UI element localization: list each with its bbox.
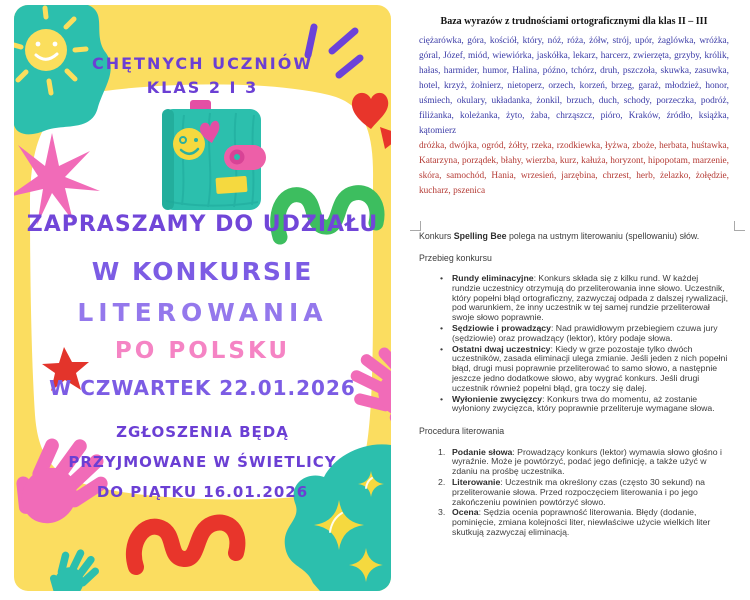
red-squiggle-icon bbox=[134, 523, 238, 567]
page-corner-mark-left bbox=[410, 221, 421, 231]
poster-signup-text-1: ZGŁOSZENIA BĘDĄ bbox=[116, 423, 289, 441]
word-list-secondary: dróżka, dwójka, ogród, żółty, rzeka, rzodkiewka, łyżwa, zboże, herbata, huśtawka, Katarzyna, porządek, błahy, wierzba, kurz, kałuża, horyzont, hipopotam, marzenie, skóra, samochód, Hania, wrzesień, jarzębina, chrzest, herb, żelazko, żołędzie, kucharz, pszenica bbox=[419, 141, 729, 196]
list-item: • Rundy eliminacyjne: Konkurs składa się z kilku rund. W każdej rundzie uczestnicy otrzymują do przeliterowania inne słowo. Uczestnik, który popełni błąd ortograficzny, zazwyczaj odpada z dalszej rywalizacji, pod warunkiem, że inny uczestnik w tej samej rundzie przeliterował swoje słowo poprawnie. bbox=[452, 274, 729, 323]
spelling-bee-intro: Konkurs Spelling Bee polega na ustnym literowaniu (spellowaniu) słów. bbox=[419, 231, 700, 241]
poster-invite-text: ZAPRASZAMY DO UDZIAŁU bbox=[26, 212, 379, 237]
notebook-illustration bbox=[162, 100, 266, 210]
document-panel bbox=[398, 0, 750, 600]
list-item: Podanie słowa: Prowadzący konkurs (lektor) wymawia słowo głośno i wyraźnie. Może je powtórzyć, podać jego definicję, a także użyć w zdaniu na prośbę uczestnika. bbox=[452, 446, 722, 477]
list-item: • Sędziowie i prowadzący: Nad prawidłowym przebiegiem czuwa jury (sędziowie) oraz prowadzący (lektor), który podaje słowa. bbox=[452, 324, 729, 344]
list-item: • Wyłonienie zwycięzcy: Konkurs trwa do momentu, aż zostanie wyłoniony zwycięzca, który poprawnie przeliteruje wymagane słowa. bbox=[452, 395, 729, 415]
spelling-bee-page bbox=[398, 231, 750, 538]
poster-signup-text-3: DO PIĄTKU 16.01.2026 bbox=[96, 483, 309, 501]
purple-rays-icon bbox=[308, 27, 360, 75]
list-item: Ocena: Sędzia ocenia poprawność literowania. Błędy (dodanie, pominięcie, zmiana kolejności liter, niewłaściwe użycie wielkich liter skutkują zazwyczaj eliminacją. bbox=[452, 507, 711, 538]
poster-spelling-text: LITEROWANIA bbox=[77, 298, 328, 327]
poster-signup-text-2: PRZYJMOWANE W ŚWIETLICY bbox=[68, 453, 337, 471]
teal-hand-icon bbox=[40, 541, 105, 591]
document-title: Baza wyrazów z trudnościami ortograficznymi dla klas II – III bbox=[440, 16, 708, 27]
word-list-primary: ciężarówka, góra, kościół, który, nóż, róża, żółw, strój, upór, żaglówka, wróżka, góral, Józef, miód, wiewiórka, jaskółka, lekarz, harcerz, zwierzęta, grzyby, królik, hałas, harmider, humor, Halina, późno, tchórz, druh, pszczoła, skuwka, zasuwka, hotel, krzyż, żołnierz, nietoperz, orzech, korzeń, brzeg, garaż, młodzież, honor, uśmiech, okulary, układanka, żonkil, brzuch, duch, schody, porzeczka, podróż, filiżanka, koleżanka, żyto, żaba, chrząszcz, pióro, Kraków, źródło, książka, kątomierz bbox=[419, 36, 729, 136]
spelling-steps-list bbox=[419, 448, 729, 538]
poster-contest-text: W KONKURSIE bbox=[91, 257, 314, 286]
poster-decorations bbox=[14, 5, 391, 591]
section-heading-procedure: Przebieg konkursu bbox=[419, 252, 492, 263]
list-item: Literowanie: Uczestnik ma określony czas (często 30 sekund) na przeliterowanie słowa. Przed rozpoczęciem literowania i po jego zakończeniu powinien powtórzyć słowo. bbox=[452, 477, 706, 507]
poster-polish-text: PO POLSKU bbox=[114, 338, 291, 364]
list-item: • Ostatni dwaj uczestnicy: Kiedy w grze pozostaje tylko dwóch uczestników, zasada eliminacji ulega zmianie. Jeśli jeden z nich popełni błąd, drugi musi poprawnie przeliterować to samo słowo, a następnie jeszcze jedno dodatkowe słowo, aby wygrać konkurs. Jeśli drugi uczestnik również popełni błąd, gra toczy się dalej. bbox=[452, 345, 729, 394]
page-corner-mark-right bbox=[734, 221, 745, 231]
contest-rules-list bbox=[419, 274, 729, 414]
section-heading-spelling: Procedura literowania bbox=[419, 426, 505, 437]
poster-audience-text: CHĘTNYCH UCZNIÓW KLAS 2 I 3 bbox=[91, 54, 313, 97]
spelling-contest-poster bbox=[14, 5, 391, 591]
poster-date-text: W CZWARTEK 22.01.2026 bbox=[49, 376, 356, 400]
